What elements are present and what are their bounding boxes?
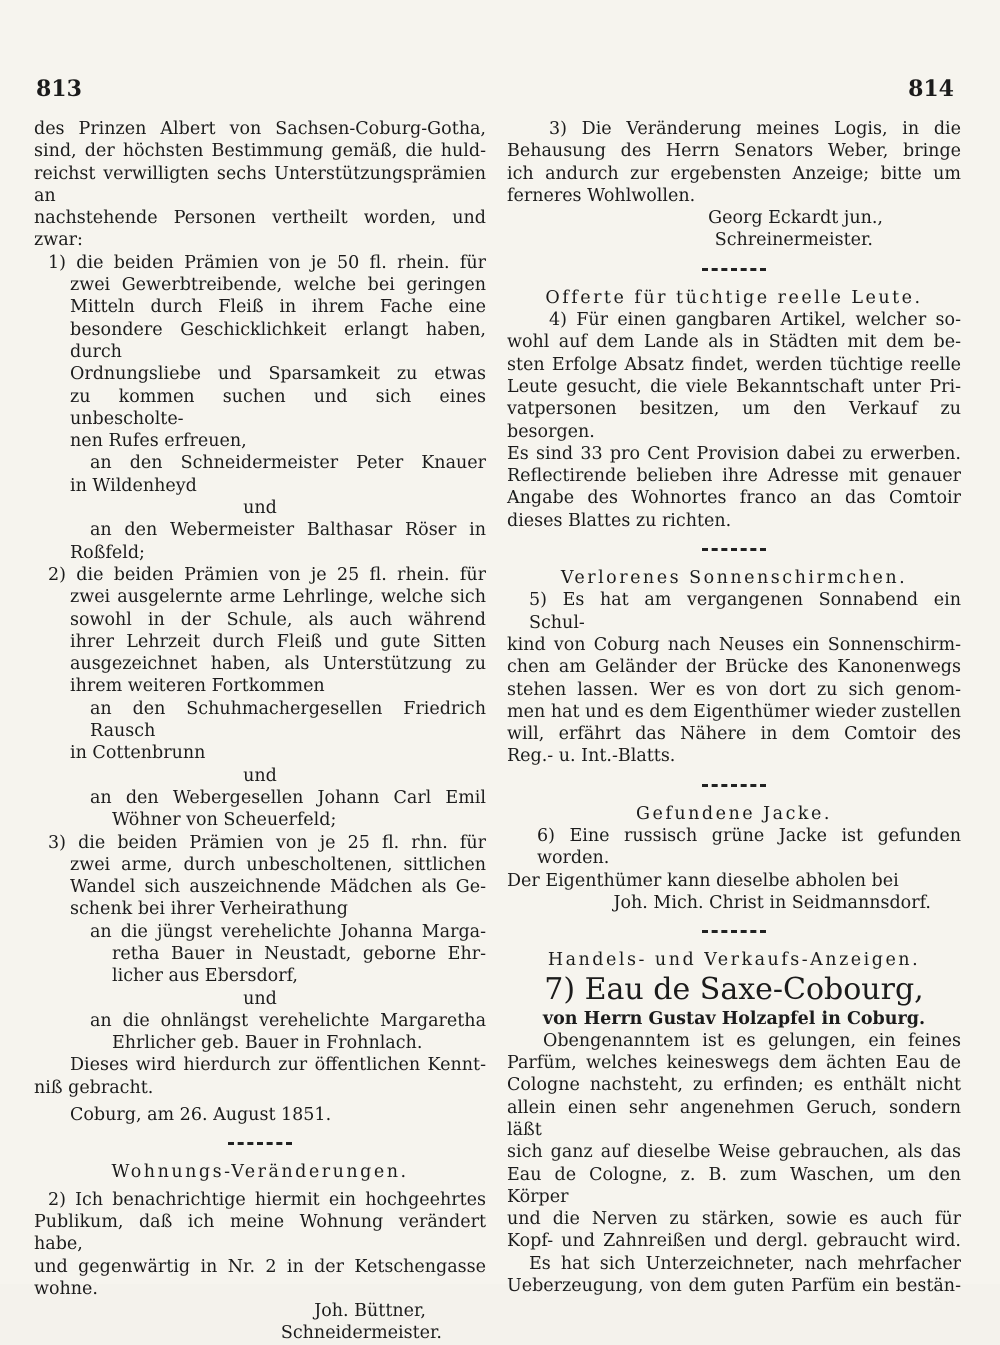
ad3-signature-name: Georg Eckardt jun.,	[708, 208, 883, 229]
page-number-right: 814	[908, 76, 954, 102]
item1-line: zu kommen suchen und sich eines unbescholte-	[70, 386, 486, 429]
recipient-line: licher aus Ebersdorf,	[112, 966, 298, 987]
page-number-left: 813	[36, 76, 82, 102]
ad4-line: sten Erfolge Absatz findet, werden tüchtige reelle	[507, 354, 961, 375]
right-column	[507, 118, 961, 1297]
ad5-line: chen am Geländer der Brücke des Kanonenwegs	[507, 657, 961, 678]
ad2-line: Publikum, daß ich meine Wohnung verändert habe,	[34, 1211, 486, 1255]
ad7-line: allein einen sehr angenehmen Geruch, sondern läßt	[507, 1097, 961, 1140]
section-divider	[702, 268, 766, 271]
ad5-line: stehen lassen. Wer es von dort zu sich genom-	[507, 679, 961, 700]
ad7-line: Cologne nachsteht, zu erfinden; es enthält nicht	[507, 1075, 961, 1096]
ad7-line: Es hat sich Unterzeichneter, nach mehrfacher	[529, 1253, 961, 1274]
ad4-line: Leute gesucht, die viele Bekanntschaft unter Pri-	[507, 376, 961, 397]
ad7-line: Obengenanntem ist es gelungen, ein feines	[543, 1030, 961, 1051]
item2-line: sowohl in der Schule, als auch während	[70, 609, 486, 630]
item3-line: Wandel sich auszeichnende Mädchen als Ge-	[70, 877, 486, 898]
section-divider	[228, 1142, 292, 1145]
item3-line: 3) die beiden Prämien von je 25 fl. rhn. für	[48, 832, 486, 853]
ad7-line: Eau de Cologne, z. B. zum Waschen, um den Körper	[507, 1164, 961, 1207]
ad3-line: Behausung des Herrn Senators Weber, bringe	[507, 141, 961, 162]
section-heading-housing: Wohnungs-Veränderungen.	[111, 1162, 409, 1183]
ad3-line: ich andurch zur ergebensten Anzeige; bitte um	[507, 163, 961, 184]
section-divider	[702, 548, 766, 551]
and-connector: und	[243, 988, 277, 1009]
item1-line: nen Rufes erfreuen,	[70, 431, 247, 452]
recipient-line: Ehrlicher geb. Bauer in Frohnlach.	[112, 1033, 423, 1054]
section-divider	[702, 784, 766, 787]
ad2-line: 2) Ich benachrichtige hiermit ein hochgeehrtes	[48, 1189, 486, 1210]
and-connector: und	[243, 498, 277, 519]
recipient-line: an den Schuhmachergesellen Friedrich Rausch	[90, 698, 486, 742]
ad4-line: wohl auf dem Lande als in Städten mit dem be-	[507, 332, 961, 353]
left-column	[34, 118, 486, 1345]
ad7-line: Parfüm, welches keineswegs dem ächten Eau de	[507, 1053, 961, 1074]
item1-line: besondere Geschicklichkeit erlangt haben, durch	[70, 319, 486, 362]
recipient-line: an den Webermeister Balthasar Röser in	[90, 520, 486, 541]
item2-line: ihrer Lehrzeit durch Fleiß und gute Sitten	[70, 631, 486, 652]
ad3-signature-title: Schreinermeister.	[714, 230, 873, 251]
item2-line: zwei ausgelernte arme Lehrlinge, welche sich	[70, 587, 486, 608]
ad7-line: Kopf- und Zahnreißen und dergl. gebraucht wird.	[507, 1231, 961, 1252]
recipient-line: an den Webergesellen Johann Carl Emil	[90, 787, 486, 808]
ad7-line: Ueberzeugung, von dem guten Parfüm ein bestän-	[507, 1276, 961, 1297]
intro-line: nachstehende Personen vertheilt worden, und zwar:	[34, 208, 486, 251]
ad6-line: Joh. Mich. Christ in Seidmannsdorf.	[613, 892, 931, 913]
item3-line: zwei arme, durch unbescholtenen, sittlichen	[70, 854, 486, 875]
ad4-line: Angabe des Wohnortes franco an das Comtoir	[507, 488, 961, 509]
ad5-line: will, erfährt das Nähere in dem Comtoir des	[507, 724, 961, 745]
recipient-line: in Cottenbrunn	[70, 743, 206, 764]
recipient-line: an die jüngst verehelichte Johanna Marga-	[90, 921, 486, 942]
recipient-line: retha Bauer in Neustadt, geborne Ehr-	[112, 943, 486, 964]
item1-line: 1) die beiden Prämien von je 50 fl. rhein. für	[48, 252, 486, 273]
ad6-line: 6) Eine russisch grüne Jacke ist gefunden worden.	[537, 826, 961, 869]
item1-line: zwei Gewerbtreibende, welche bei geringen	[70, 275, 486, 296]
recipient-line: an den Schneidermeister Peter Knauer	[90, 453, 486, 474]
item2-line: ausgezeichnet haben, als Unterstützung zu	[70, 654, 486, 675]
recipient-line: an die ohnlängst verehelichte Margaretha	[90, 1010, 486, 1031]
section-divider	[702, 930, 766, 933]
recipient-line: Wöhner von Scheuerfeld;	[112, 810, 337, 831]
ad4-line: Es sind 33 pro Cent Provision dabei zu erwerben.	[507, 443, 961, 464]
ad6-line: Der Eigenthümer kann dieselbe abholen bei	[507, 870, 899, 891]
closing-line: niß gebracht.	[34, 1077, 154, 1098]
ad5-line: men hat und es dem Eigenthümer wieder zustellen	[507, 701, 961, 722]
ad4-line: vatpersonen besitzen, um den Verkauf zu besorgen.	[507, 399, 961, 442]
ad5-line: kind von Coburg nach Neuses ein Sonnenschirm-	[507, 634, 961, 655]
ad2-signature-title: Schneidermeister.	[280, 1323, 442, 1344]
ad3-line: 3) Die Veränderung meines Logis, in die	[549, 119, 961, 139]
offer-heading: Offerte für tüchtige reelle Leute.	[545, 287, 923, 308]
found-heading: Gefundene Jacke.	[636, 803, 832, 824]
ad2-line: wohne.	[34, 1278, 98, 1299]
and-connector: und	[243, 765, 277, 786]
ad2-signature-name: Joh. Büttner,	[314, 1301, 426, 1322]
ad7-title: 7) Eau de Saxe-Cobourg,	[544, 971, 924, 1007]
ad5-line: Reg.- u. Int.-Blatts.	[507, 746, 676, 767]
item3-line: schenk bei ihrer Verheirathung	[70, 899, 348, 920]
ad4-line: 4) Für einen gangbaren Artikel, welcher so-	[549, 310, 961, 331]
trade-heading: Handels- und Verkaufs-Anzeigen.	[547, 950, 921, 971]
item1-line: Mitteln durch Fleiß in ihrem Fache eine	[70, 297, 486, 318]
ad4-line: Reflectirende belieben ihre Adresse mit genauer	[507, 466, 961, 487]
recipient-line: in Wildenheyd	[70, 475, 197, 496]
ad4-line: dieses Blattes zu richten.	[507, 510, 732, 531]
lost-heading: Verlorenes Sonnenschirmchen.	[560, 568, 908, 589]
item2-line: ihrem weiteren Fortkommen	[70, 676, 325, 697]
item1-line: Ordnungsliebe und Sparsamkeit zu etwas	[70, 364, 486, 385]
ad7-line: und die Nerven zu stärken, sowie es auch für	[507, 1209, 961, 1230]
ad5-line: 5) Es hat am vergangenen Sonnabend ein Schul-	[529, 590, 961, 633]
closing-line: Dieses wird hierdurch zur öffentlichen Kennt-	[70, 1055, 486, 1076]
ad7-byline: von Herrn Gustav Holzapfel in Coburg.	[542, 1008, 926, 1029]
ad2-line: und gegenwärtig in Nr. 2 in der Ketschengasse	[34, 1256, 486, 1277]
ad7-line: sich ganz auf dieselbe Weise gebrauchen, als das	[507, 1142, 961, 1163]
recipient-line: Roßfeld;	[70, 542, 145, 563]
intro-line: reichst verwilligten sechs Unterstützungsprämien an	[34, 163, 486, 206]
dateline: Coburg, am 26. August 1851.	[70, 1105, 332, 1126]
ad3-line: ferneres Wohlwollen.	[507, 185, 696, 206]
intro-line: sind, der höchsten Bestimmung gemäß, die huld-	[34, 141, 486, 162]
intro-line: des Prinzen Albert von Sachsen-Coburg-Gotha,	[34, 119, 486, 139]
item2-line: 2) die beiden Prämien von je 25 fl. rhein. für	[48, 564, 486, 585]
